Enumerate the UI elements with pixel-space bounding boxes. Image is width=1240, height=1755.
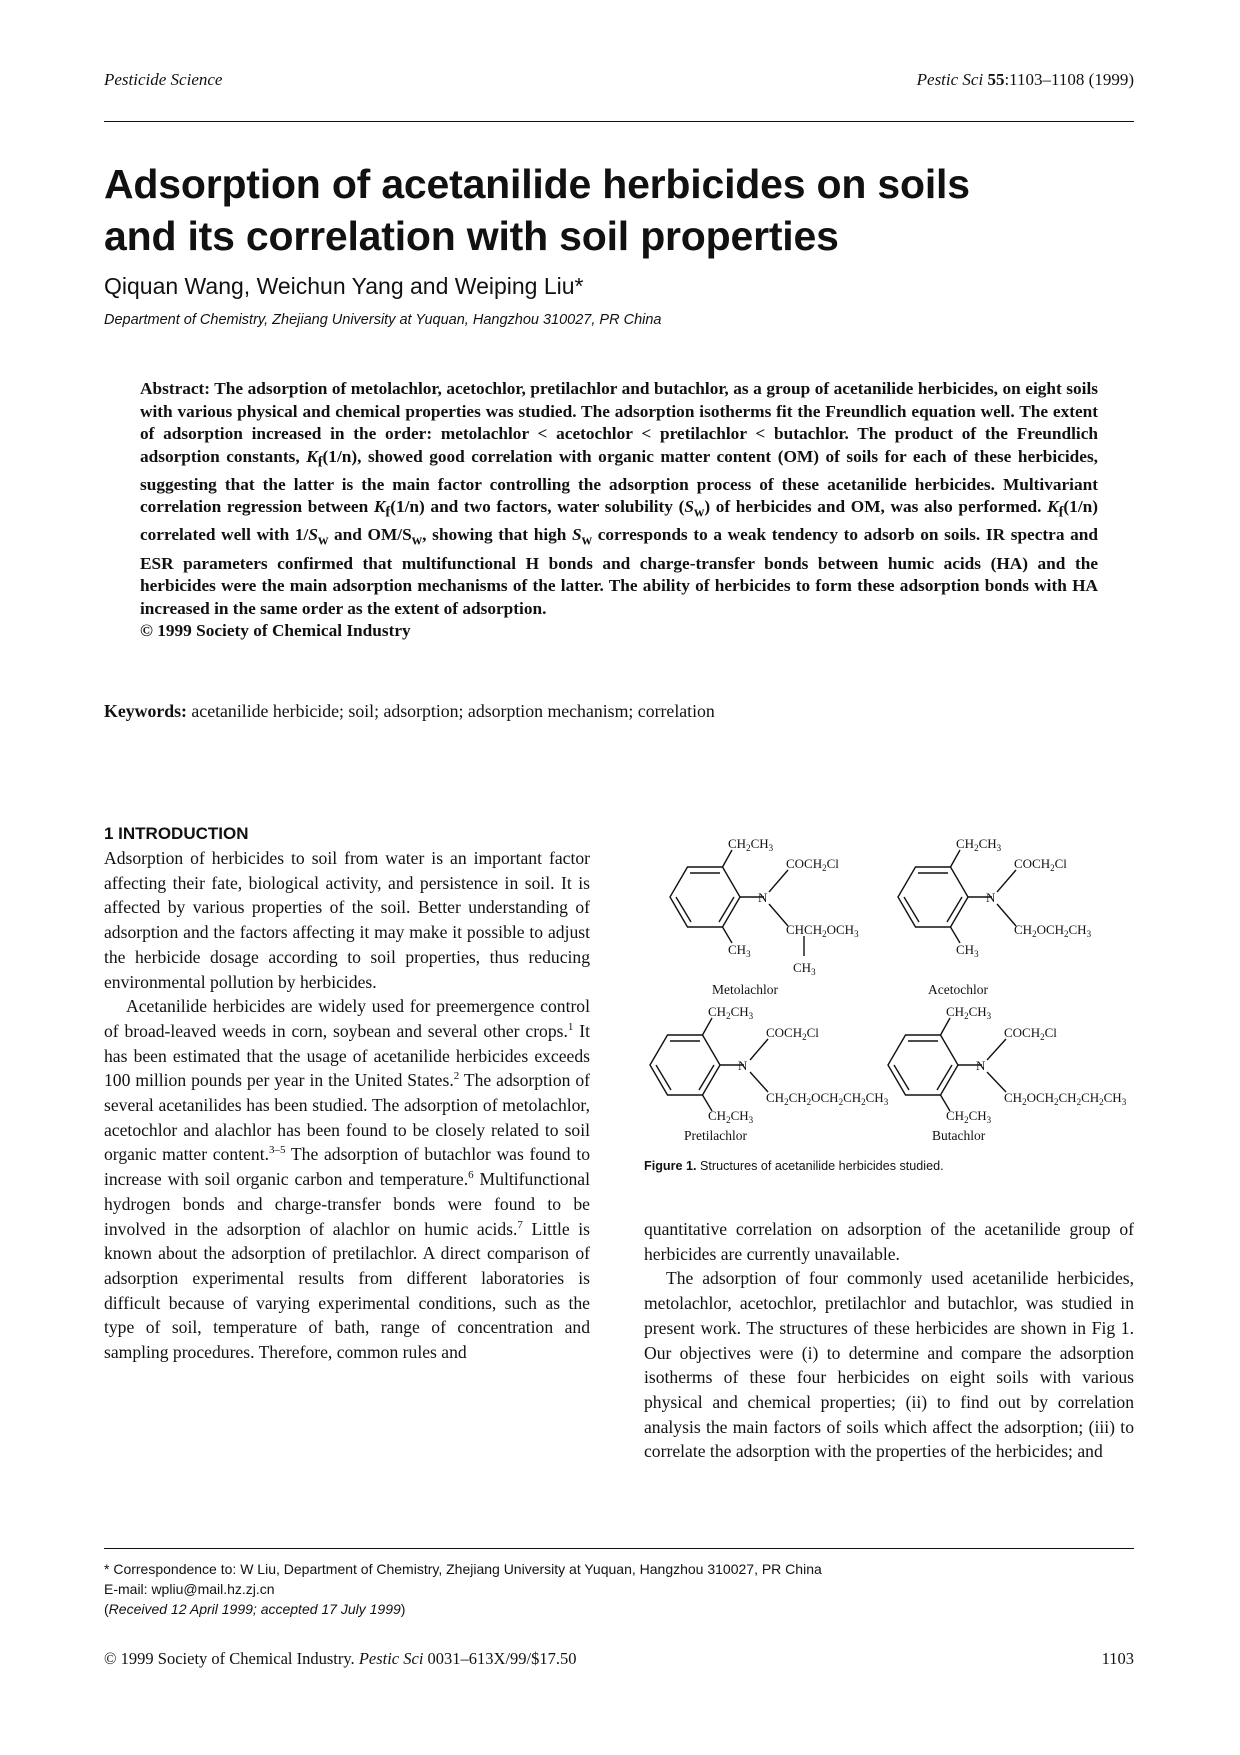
header-rule <box>104 121 1134 122</box>
footnotes <box>104 1559 1134 1619</box>
article-title: Adsorption of acetanilide herbicides on soils and its correlation with soil properties <box>104 161 970 259</box>
svg-text:N: N <box>758 890 768 905</box>
benzene-ring-metolachlor <box>670 867 740 927</box>
journal-name: Pesticide Science <box>104 70 223 89</box>
right-column <box>644 1217 1134 1464</box>
figure-caption: Figure 1. Structures of acetanilide herbicides studied. <box>644 1159 944 1173</box>
svg-text:COCH2Cl: $COCH_2Cl$ <box>786 856 839 873</box>
svg-text:CH2CH3: $CH_2CH_3$ <box>946 1004 992 1021</box>
running-head <box>104 70 1134 96</box>
svg-text:COCH2Cl: $COCH_2Cl$ <box>1014 856 1067 873</box>
svg-text:CH3: $CH_3$ <box>793 960 816 977</box>
svg-text:CH2CH3: $CH_2CH_3$ <box>946 1108 992 1125</box>
email-note: E-mail: wpliu@mail.hz.zj.cn <box>104 1581 275 1597</box>
abstract-copyright: © 1999 Society of Chemical Industry <box>140 621 411 641</box>
label-pretilachlor: Pretilachlor <box>684 1128 747 1143</box>
label-butachlor: Butachlor <box>932 1128 986 1143</box>
abstract: Abstract: The adsorption of metolachlor, acetochlor, pretilachlor and butachlor, as a group of acetanilide herbicides, on eight soils with various physical and chemical properties was studied. The adsorption isotherms fit the Freundlich equation well. The extent of adsorption increased in the order: metolachlor < acetochlor < pretilachlor < butachlor. The product of the Freundlich adsorption constants, $K_f(1/n)$, showed good correlation with organic matter content (OM) of soils for each of these herbicides, suggesting that the latter is the main factor controlling the adsorption process of these acetanilide herbicides. Multivariant correlation regression between $K_f(1/n)$ and two factors, water solubility $(S_w)$ of herbicides and OM, was also performed. $K_f(1/n)$ correlated well with $1/S_w$ and $OM/S_w$, showing that high $S_w$ corresponds to a weak tendency to adsorb on soils. IR spectra and ESR parameters confirmed that multifunctional H bonds and charge-transfer bonds between humic acids (HA) and the herbicides were the main adsorption mechanisms of the latter. The ability of herbicides to form these adsorption bonds with HA increased in the same order as the extent of adsorption. © 1999 Society of Chemical Industry <box>140 378 1098 643</box>
svg-text:CH2CH3: $CH_2CH_3$ <box>728 836 774 853</box>
figure-1-structures <box>640 822 1140 1182</box>
label-metolachlor: Metolachlor <box>712 982 778 997</box>
page-footer <box>104 1649 1134 1675</box>
benzene-ring-butachlor <box>888 1035 958 1095</box>
benzene-ring-pretilachlor <box>650 1035 720 1095</box>
page-number: 1103 <box>1101 1649 1134 1668</box>
correspondence-note: * Correspondence to: W Liu, Department of Chemistry, Zhejiang University at Yuquan, Hangzhou 310027, PR China <box>104 1561 822 1577</box>
intro-paragraph-2: Acetanilide herbicides are widely used for preemergence control of broad-leaved weeds in corn, soybean and several other crops.$^1$ It has been estimated that the usage of acetanilide herbicides exceeds 100 million pounds per year in the United States.$^2$ The adsorption of several acetanilides has been studied. The adsorption of metolachlor, acetochlor and alachlor has been found to be closely related to soil organic matter content.$^{3-5}$ The adsorption of butachlor was found to increase with soil organic carbon and temperature.$^6$ Multifunctional hydrogen bonds and charge-transfer bonds were found to be involved in the adsorption of alachlor on humic acids.$^7$ Little is known about the adsorption of pretilachlor. A direct comparison of adsorption experimental results from different laboratories is difficult because of varying experimental conditions, such as the type of soil, temperature of bath, range of concentration and sampling procedures. Therefore, common rules and <box>104 996 591 1363</box>
affiliation: Department of Chemistry, Zhejiang University at Yuquan, Hangzhou 310027, PR China <box>104 312 662 328</box>
reference-marker: 2 <box>453 1070 460 1083</box>
benzene-ring-acetochlor <box>898 867 968 927</box>
svg-text:N: N <box>986 890 996 905</box>
svg-text:CH3: $CH_3$ <box>728 942 751 959</box>
journal-citation: Pestic Sci 55:1103–1108 (1999) <box>916 70 1134 89</box>
author-list: Qiquan Wang, Weichun Yang and Weiping Liu* <box>104 273 584 299</box>
svg-text:CHCH2OCH3: $CHCH_2OCH_3$ <box>786 922 859 939</box>
section-heading-introduction: 1 INTRODUCTION <box>104 824 249 843</box>
label-acetochlor: Acetochlor <box>928 982 988 997</box>
svg-text:CH2CH3: $CH_2CH_3$ <box>708 1004 754 1021</box>
svg-text:CH2OCH2CH2CH2CH3: $CH_2OCH_2CH_2CH_2CH_3$ <box>1004 1090 1127 1107</box>
svg-text:COCH2Cl: $COCH_2Cl$ <box>766 1025 819 1042</box>
intro-paragraph-3: quantitative correlation on adsorption of the acetanilide group of herbicides are currently unavailable. <box>644 1219 1134 1264</box>
intro-paragraph-4: The adsorption of four commonly used acetanilide herbicides, metolachlor, acetochlor, pretilachlor and butachlor, was studied in present work. The structures of these herbicides are shown in Fig 1. Our objectives were (i) to determine and compare the adsorption isotherms of these four herbicides on eight soils with various physical and chemical properties; (ii) to find out by correlation analysis the main factors of soils which affect the adsorption; (iii) to correlate the adsorption with the properties of the herbicides; and <box>644 1268 1134 1462</box>
svg-text:CH2OCH2CH3: $CH_2OCH_2CH_3$ <box>1014 922 1092 939</box>
reference-marker: 7 <box>517 1218 523 1231</box>
svg-text:CH2CH3: $CH_2CH_3$ <box>956 836 1002 853</box>
svg-text:N: N <box>976 1058 986 1073</box>
left-column <box>104 822 590 1365</box>
reference-marker: 1 <box>567 1021 574 1034</box>
footer-copyright: © 1999 Society of Chemical Industry. Pestic Sci 0031–613X/99/$17.50 <box>104 1649 577 1668</box>
chemical-structures-diagram <box>640 822 1140 1182</box>
footnote-rule <box>104 1548 1134 1549</box>
intro-paragraph-1: Adsorption of herbicides to soil from water is an important factor affecting their fate, biological activity, and persistence in soil. It is affected by various properties of the soil. Better understanding of adsorption and the factors affecting it may make it possible to adjust the herbicide dosage according to soil properties, thus reducing environmental pollution by herbicides. <box>104 848 590 992</box>
svg-text:N: N <box>738 1058 748 1073</box>
svg-text:CH2CH3: $CH_2CH_3$ <box>708 1108 754 1125</box>
received-note: (Received 12 April 1999; accepted 17 July 1999) <box>104 1601 406 1617</box>
svg-text:COCH2Cl: $COCH_2Cl$ <box>1004 1025 1057 1042</box>
svg-text:CH3: $CH_3$ <box>956 942 979 959</box>
svg-text:CH2CH2OCH2CH2CH3: $CH_2CH_2OCH_2CH_2CH_3$ <box>766 1090 889 1107</box>
keywords: Keywords: acetanilide herbicide; soil; adsorption; adsorption mechanism; correlation <box>104 701 715 721</box>
reference-marker: 3–5 <box>269 1144 286 1157</box>
reference-marker: 6 <box>468 1169 474 1182</box>
